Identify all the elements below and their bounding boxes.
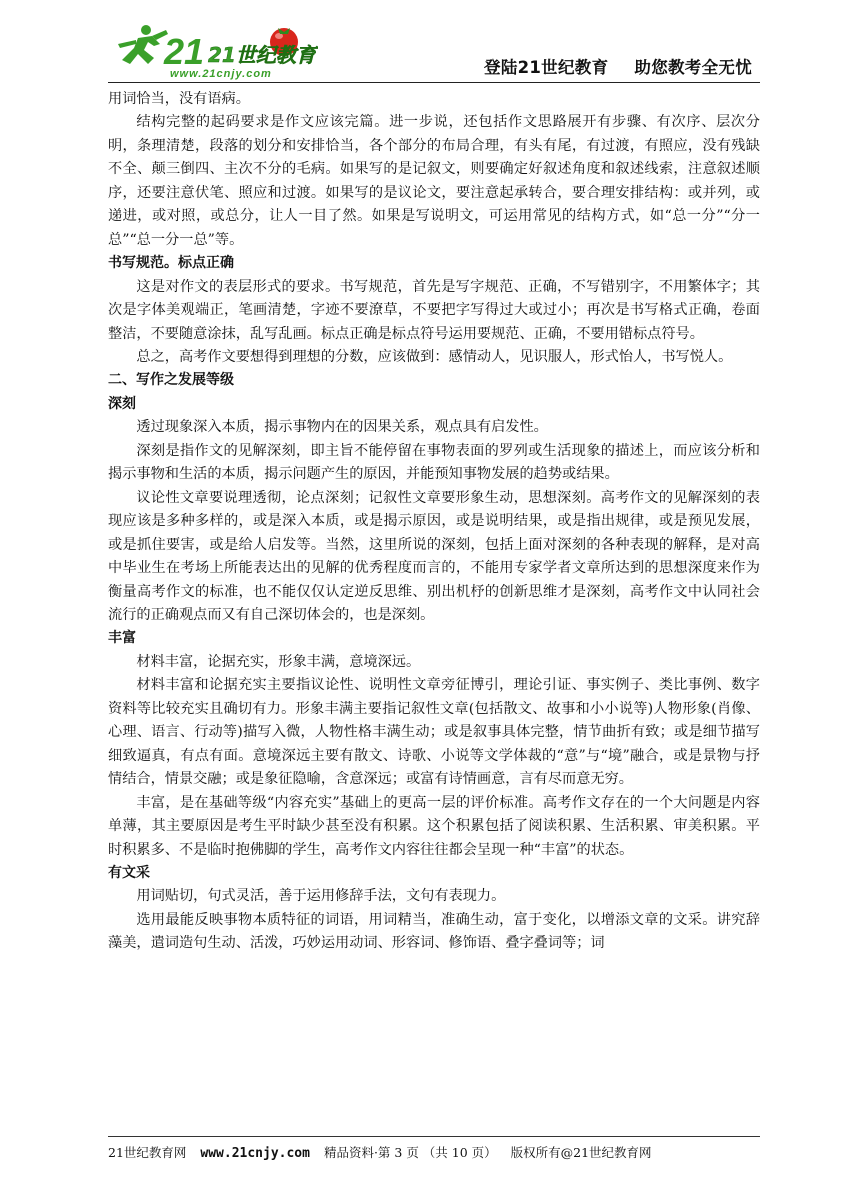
logo-url: www.21cnjy.com [170, 68, 272, 80]
footer-site: 21世纪教育网 [108, 1145, 187, 1160]
body-paragraph: 用词贴切，句式灵活，善于运用修辞手法，文句有表现力。 [136, 888, 506, 905]
section-heading: 丰富 [108, 630, 136, 647]
section-heading: 有文采 [108, 864, 150, 881]
page-header [108, 18, 760, 84]
body-paragraph: 选用最能反映事物本质特征的词语，用词精当，准确生动，富于变化，以增添文章的文采。讲究辞藻美，遣词造句生动、活泼，巧妙运用动词、形容词、修饰语、叠字叠词等；词 [108, 911, 760, 952]
tagline-login: 登陆21世纪教育 [484, 58, 609, 77]
document-body [108, 88, 760, 956]
footer-text [108, 1143, 760, 1161]
runner-icon [118, 25, 168, 64]
body-paragraph: 透过现象深入本质，揭示事物内在的因果关系，观点具有启发性。 [136, 419, 548, 436]
body-paragraph: 用词恰当，没有语病。 [108, 91, 250, 107]
body-paragraph: 材料丰富，论据充实，形象丰满，意境深远。 [136, 653, 421, 670]
header-tagline [484, 54, 752, 78]
footer-copyright: 版权所有@21世纪教育网 [510, 1145, 652, 1160]
tagline-slogan: 助您教考全无忧 [634, 58, 752, 77]
section-heading: 深刻 [108, 395, 136, 412]
header-divider [108, 82, 760, 83]
body-paragraph: 材料丰富和论据充实主要指议论性、说明性文章旁征博引，理论引证、事实例子、类比事例、数字资料等比较充实且确切有力。形象丰满主要指记叙性文章(包括散文、故事和小小说等)人物形象(肖像、心理、语言、行动等)描写入微，人物性格丰满生动；或是叙事具体完整，情节曲折有致；或是细节描写细致逼真，有点有面。意境深远主要有散文、诗歌、小说等文学体裁的“意”与“境”融合，或是景物与抒情结合，情景交融；或是象征隐喻，含意深远；或富有诗情画意，言有尽而意无穷。 [108, 677, 760, 788]
logo-number: 21 [164, 31, 205, 72]
section-heading: 书写规范。标点正确 [108, 255, 234, 272]
body-paragraph: 丰富，是在基础等级“内容充实”基础上的更高一层的评价标准。高考作文存在的一个大问题是内容单薄，其主要原因是考生平时缺少甚至没有积累。这个积累包括了阅读积累、生活积累、审美积累。平时积累多、不是临时抱佛脚的学生，高考作文内容往往都会呈现一种“丰富”的状态。 [108, 794, 760, 858]
body-paragraph: 议论性文章要说理透彻，论点深刻；记叙性文章要形象生动，思想深刻。高考作文的见解深刻的表现应该是多种多样的，或是深入本质，或是揭示原因，或是说明结果，或是指出规律，或是预见发展，或是抓住要害，或是给人启发等。当然，这里所说的深刻，包括上面对深刻的各种表现的解释，是对高中毕业生在考场上所能表达出的见解的优秀程度而言的，不能用专家学者文章所达到的思想深度来作为衡量高考作文的标准，也不能仅仅认定逆反思维、别出机杼的创新思维才是深刻，高考作文中认同社会流行的正确观点而又有自己深切体会的，也是深刻。 [108, 489, 760, 623]
body-paragraph: 结构完整的起码要求是作文应该完篇。进一步说，还包括作文思路展开有步骤、有次序、层次分明，条理清楚，段落的划分和安排恰当，各个部分的布局合理，有头有尾，有过渡，有照应，没有残缺不全、颠三倒四、主次不分的毛病。如果写的是记叙文，则要确定好叙述角度和叙述线索，注意叙述顺序，还要注意伏笔、照应和过渡。如果写的是议论文，要注意起承转合，要合理安排结构：或并列，或递进，或对照，或总分，让人一目了然。如果是写说明文，可运用常见的结构方式，如“总一分”“分一总”“总一分一总”等。 [108, 114, 760, 248]
page-footer [108, 1136, 760, 1161]
footer-url[interactable]: www.21cnjy.com [200, 1146, 310, 1161]
body-paragraph: 深刻是指作文的见解深刻，即主旨不能停留在事物表面的罗列或生活现象的描述上，而应该分析和揭示事物和生活的本质，揭示问题产生的原因，并能预知事物发展的趋势或结果。 [108, 442, 760, 483]
logo [108, 20, 318, 82]
section-heading: 二、写作之发展等级 [108, 372, 234, 389]
logo-chinese: 21世纪教育 [208, 43, 316, 67]
footer-page-label: 精品资料·第 3 页 （共 10 页） [323, 1145, 497, 1160]
body-paragraph: 总之，高考作文要想得到理想的分数，应该做到：感情动人，见识服人，形式怡人，书写悦人。 [136, 348, 733, 365]
body-paragraph: 这是对作文的表层形式的要求。书写规范，首先是写字规范、正确，不写错别字，不用繁体字；其次是字体美观端正，笔画清楚，字迹不要潦草，不要把字写得过大或过小；再次是书写格式正确，卷面整洁，不要随意涂抹，乱写乱画。标点正确是标点符号运用要规范、正确，不要用错标点符号。 [108, 278, 760, 342]
